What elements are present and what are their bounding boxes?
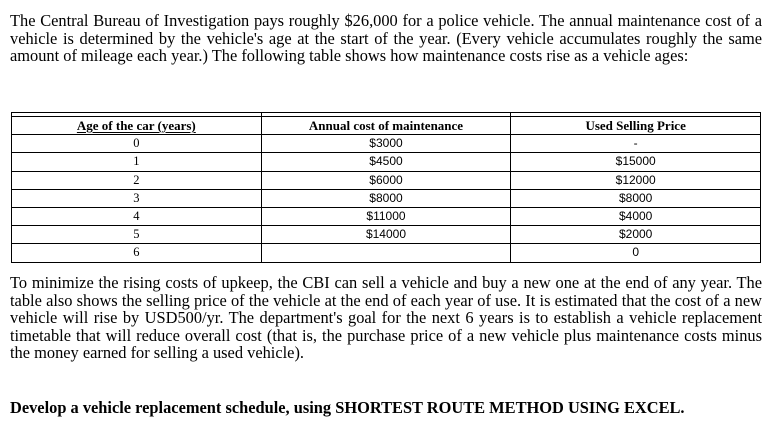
cell-age: 3 (12, 189, 262, 207)
table-row (12, 189, 761, 207)
table-row (12, 208, 761, 226)
table-row (12, 135, 761, 153)
cell-maintenance: $6000 (261, 171, 511, 189)
header-maintenance-label: Annual cost of maintenance (308, 118, 464, 133)
cell-selling-price: $15000 (511, 153, 761, 171)
maintenance-cost-table (11, 112, 761, 263)
cell-selling-price: - (511, 135, 761, 153)
cell-age: 6 (12, 244, 262, 262)
cell-selling-price: 0 (511, 244, 761, 262)
cell-selling-price: $12000 (511, 171, 761, 189)
header-age-label: Age of the car (years) (76, 118, 196, 133)
task-statement: Develop a vehicle replacement schedule, using SHORTEST ROUTE METHOD USING EXCEL. (10, 398, 685, 417)
intro-paragraph: The Central Bureau of Investigation pays roughly $26,000 for a police vehicle. The annual maintenance cost of a vehicle is determined by the vehicle's age at the start of the year. (Every vehicle accumulates roughly the same amount of mileage each year.) The following table shows how maintenance costs rise as a vehicle ages: (10, 11, 762, 66)
cell-maintenance: $3000 (261, 135, 511, 153)
table-row (12, 226, 761, 244)
table-header-row (12, 117, 761, 135)
cell-maintenance (261, 244, 511, 262)
replacement-paragraph: To minimize the rising costs of upkeep, the CBI can sell a vehicle and buy a new one at the end of any year. The table also shows the selling price of the vehicle at the end of each year of use. It is estimated that the cost of a new vehicle will rise by USD500/yr. The department's goal for the next 6 years is to establish a vehicle replacement timetable that will reduce overall cost (that is, the purchase price of a new vehicle plus maintenance costs minus the money earned for selling a used vehicle). (10, 273, 762, 363)
cell-maintenance: $14000 (261, 226, 511, 244)
cell-age: 4 (12, 208, 262, 226)
cell-age: 5 (12, 226, 262, 244)
header-selling-label: Used Selling Price (585, 118, 686, 133)
cell-maintenance: $8000 (261, 189, 511, 207)
cell-selling-price: $8000 (511, 189, 761, 207)
header-maintenance-cost (261, 117, 511, 135)
header-age (12, 117, 262, 135)
header-selling-price (511, 117, 761, 135)
table-row (12, 153, 761, 171)
table-row (12, 244, 761, 262)
cell-maintenance: $11000 (261, 208, 511, 226)
cell-selling-price: $2000 (511, 226, 761, 244)
cell-age: 2 (12, 171, 262, 189)
table-row (12, 171, 761, 189)
cell-age: 1 (12, 153, 262, 171)
cell-age: 0 (12, 135, 262, 153)
cell-selling-price: $4000 (511, 208, 761, 226)
cell-maintenance: $4500 (261, 153, 511, 171)
